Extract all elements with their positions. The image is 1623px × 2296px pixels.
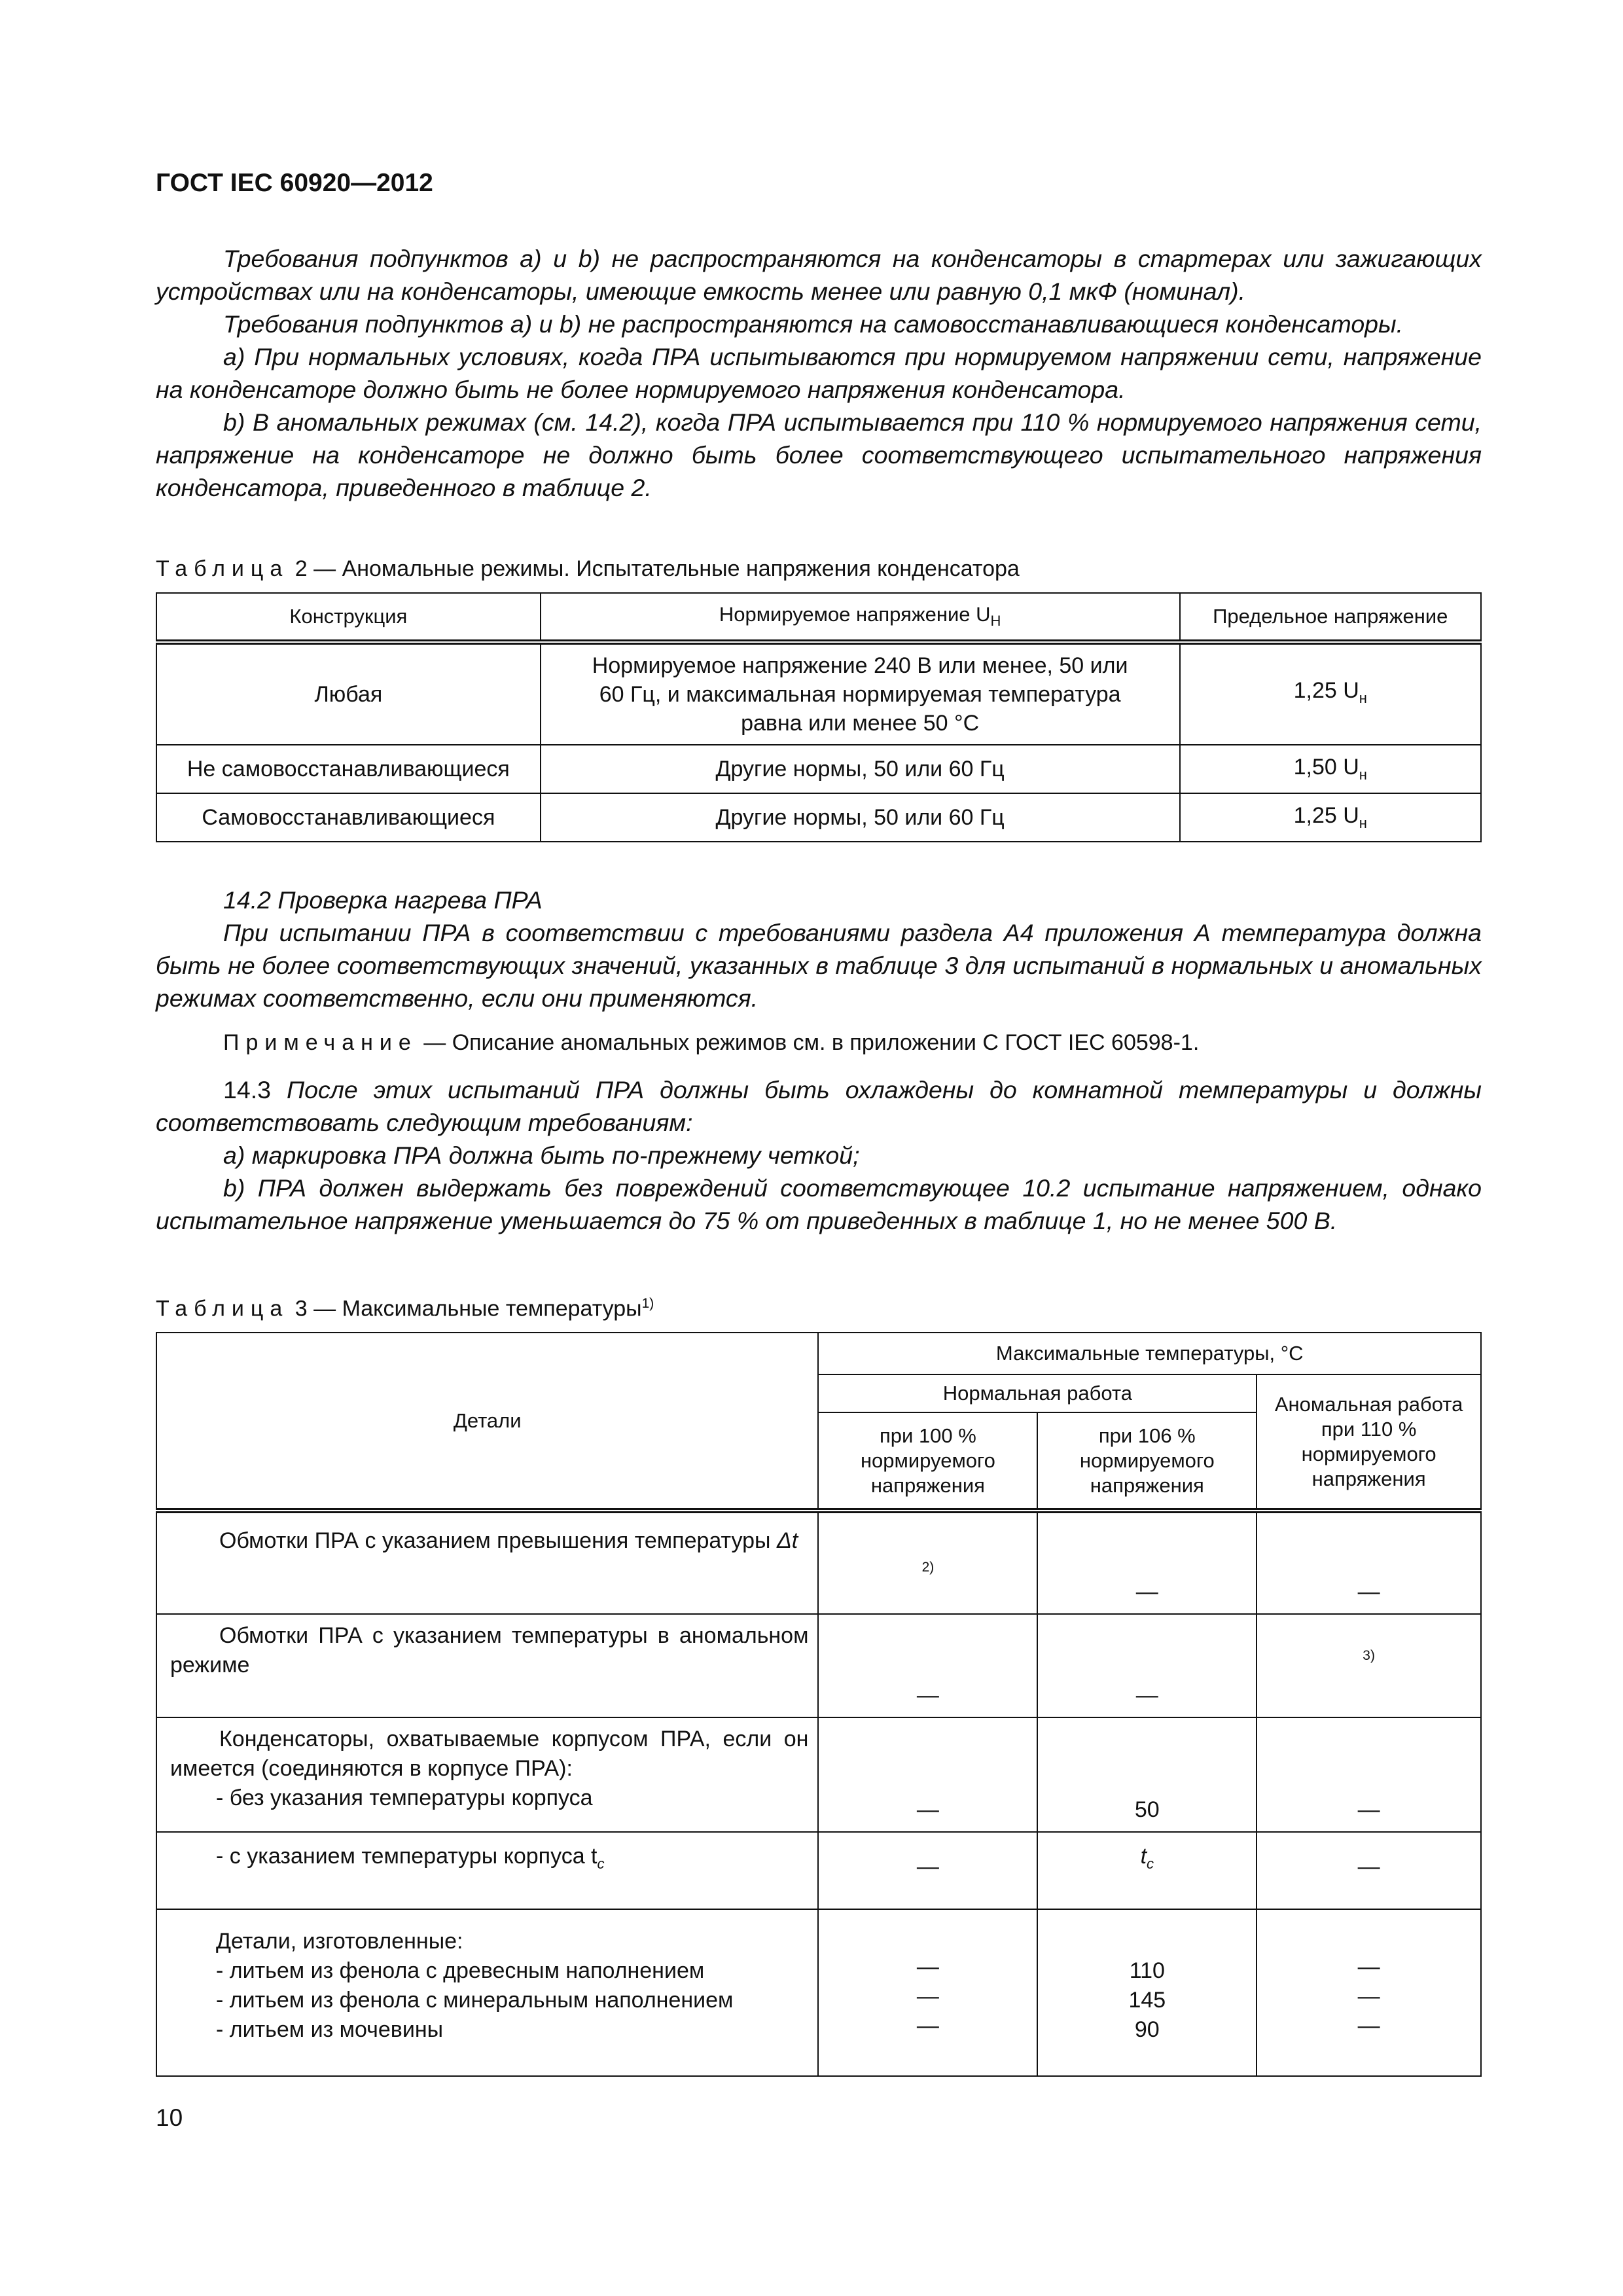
- table-row: [156, 745, 1481, 793]
- table2-caption-text: 2 — Аномальные режимы. Испытательные напряжения конденсатора: [294, 556, 1020, 581]
- table-row: [156, 642, 1481, 745]
- table2-cell-construction: Самовосстанавливающиеся: [156, 793, 541, 842]
- table3-cell: —: [1257, 1511, 1481, 1614]
- top-paragraphs: [156, 242, 1482, 504]
- table2-cell-limit: 1,25 $U_н$: [1180, 793, 1481, 842]
- note: Примечание — Описание аномальных режимов см. в приложении С ГОСТ IEC 60598-1.: [223, 1030, 1200, 1055]
- list-item: b) ПРА должен выдержать без повреждений соответствующее 10.2 испытание напряжением, однако испытательное напряжение уменьшается до 75 % от приведенных в таблице 1, но не менее 500 В.: [156, 1174, 1482, 1234]
- document-header: ГОСТ IEC 60920—2012: [156, 169, 433, 197]
- table-row: [156, 1832, 1481, 1909]
- table3-caption-text: 3 — Максимальные температуры: [294, 1296, 642, 1321]
- table2: [156, 592, 1482, 842]
- table2-cell-limit: 1,50 $U_н$: [1180, 745, 1481, 793]
- table3-cell-label: Обмотки ПРА с указанием температуры в аномальном режиме: [156, 1614, 818, 1717]
- table3-caption-word: Таблица: [156, 1296, 289, 1321]
- table-row: [156, 1511, 1481, 1614]
- table3-cell-label: Конденсаторы, охватываемые корпусом ПРА, если он имеется (соединяются в корпусе ПРА): - без указания температуры корпуса: [156, 1717, 818, 1832]
- table3-cell-label: Обмотки ПРА с указанием превышения температуры Δt: [156, 1511, 818, 1614]
- table3-cell-label: Детали, изготовленные: - литьем из фенола с древесным наполнением - литьем из фенола с минеральным наполнением - литьем из мочевины: [156, 1909, 818, 2076]
- table3-cell: $t_c$: [1037, 1832, 1257, 1909]
- table3-cell: —: [818, 1832, 1037, 1909]
- table3-cell: —: [1257, 1832, 1481, 1909]
- table-row: [156, 1614, 1481, 1717]
- table3-header-at106: при 106 % нормируемого напряжения: [1037, 1412, 1257, 1511]
- table3-cell-label: - с указанием температуры корпуса $t_c$: [156, 1832, 818, 1909]
- table3-caption: Таблица 3 — Максимальные температуры$^{1)}$: [156, 1296, 654, 1321]
- table2-header-voltage: Нормируемое напряжение $U_Н$: [541, 593, 1180, 642]
- paragraph: При испытании ПРА в соответствии с требованиями раздела А4 приложения А температура должна быть не более соответствующих значений, указанных в таблице 3 для испытаний в нормальных и аномальных режимах соответственно, если они применяются.: [156, 919, 1482, 1012]
- table2-header-limit: Предельное напряжение: [1180, 593, 1481, 642]
- table2-caption: [156, 556, 1020, 582]
- page-number: 10: [156, 2104, 183, 2131]
- table3-header-details: Детали: [156, 1333, 818, 1511]
- table3-header-abnormal: Аномальная работа при 110 % нормируемого напряжения: [1257, 1374, 1481, 1511]
- table3: [156, 1332, 1482, 2077]
- paragraph: Требования подпунктов a) и b) не распространяются на конденсаторы в стартерах или зажигающих устройствах или на конденсаторы, имеющие емкость менее или равную 0,1 мкФ (номинал).: [156, 245, 1482, 305]
- table3-cell: — — —: [818, 1909, 1037, 2076]
- table3-header-max-temps: Максимальные температуры, °С: [818, 1333, 1481, 1374]
- list-item: a) маркировка ПРА должна быть по-прежнему четкой;: [223, 1141, 860, 1169]
- table2-cell-construction: Не самовосстанавливающиеся: [156, 745, 541, 793]
- table3-cell: —: [818, 1614, 1037, 1717]
- paragraph: a) При нормальных условиях, когда ПРА испытываются при нормируемом напряжении сети, напряжение на конденсаторе должно быть не более нормируемого напряжения конденсатора.: [156, 343, 1482, 403]
- table2-caption-word: Таблица: [156, 556, 289, 581]
- paragraph: 14.3 После этих испытаний ПРА должны быть охлаждены до комнатной температуры и должны соответствовать следующим требованиям:: [156, 1076, 1482, 1136]
- section-heading: 14.2 Проверка нагрева ПРА: [223, 886, 543, 914]
- table2-cell-voltage: Другие нормы, 50 или 60 Гц: [541, 793, 1180, 842]
- table3-cell: —: [1037, 1511, 1257, 1614]
- table2-cell-limit: 1,25 $U_н$: [1180, 642, 1481, 745]
- table3-cell: 50: [1037, 1717, 1257, 1832]
- table3-cell: 3): [1257, 1614, 1481, 1717]
- table2-cell-voltage: Другие нормы, 50 или 60 Гц: [541, 745, 1180, 793]
- table3-cell: —: [818, 1717, 1037, 1832]
- table-row: [156, 1717, 1481, 1832]
- table2-header-construction: Конструкция: [156, 593, 541, 642]
- section-14-2: [156, 884, 1482, 1059]
- table-row: [156, 1909, 1481, 2076]
- paragraph: b) В аномальных режимах (см. 14.2), когда ПРА испытывается при 110 % нормируемого напряжения сети, напряжение на конденсаторе не должно быть более соответствующего испытательного напряжения конденсатора, приведенного в таблице 2.: [156, 408, 1482, 501]
- table3-cell: —: [1037, 1614, 1257, 1717]
- table3-cell: — — —: [1257, 1909, 1481, 2076]
- table3-cell: 2): [818, 1511, 1037, 1614]
- table3-header-at100: при 100 % нормируемого напряжения: [818, 1412, 1037, 1511]
- table2-cell-construction: Любая: [156, 642, 541, 745]
- table2-cell-voltage: Нормируемое напряжение 240 В или менее, 50 или 60 Гц, и максимальная нормируемая температура равна или менее 50 °С: [541, 642, 1180, 745]
- table3-cell: —: [1257, 1717, 1481, 1832]
- section-14-3: [156, 1073, 1482, 1237]
- paragraph: Требования подпунктов a) и b) не распространяются на самовосстанавливающиеся конденсаторы.: [223, 310, 1404, 338]
- table3-header-normal: Нормальная работа: [818, 1374, 1257, 1412]
- table3-cell: 110 145 90: [1037, 1909, 1257, 2076]
- table-row: [156, 793, 1481, 842]
